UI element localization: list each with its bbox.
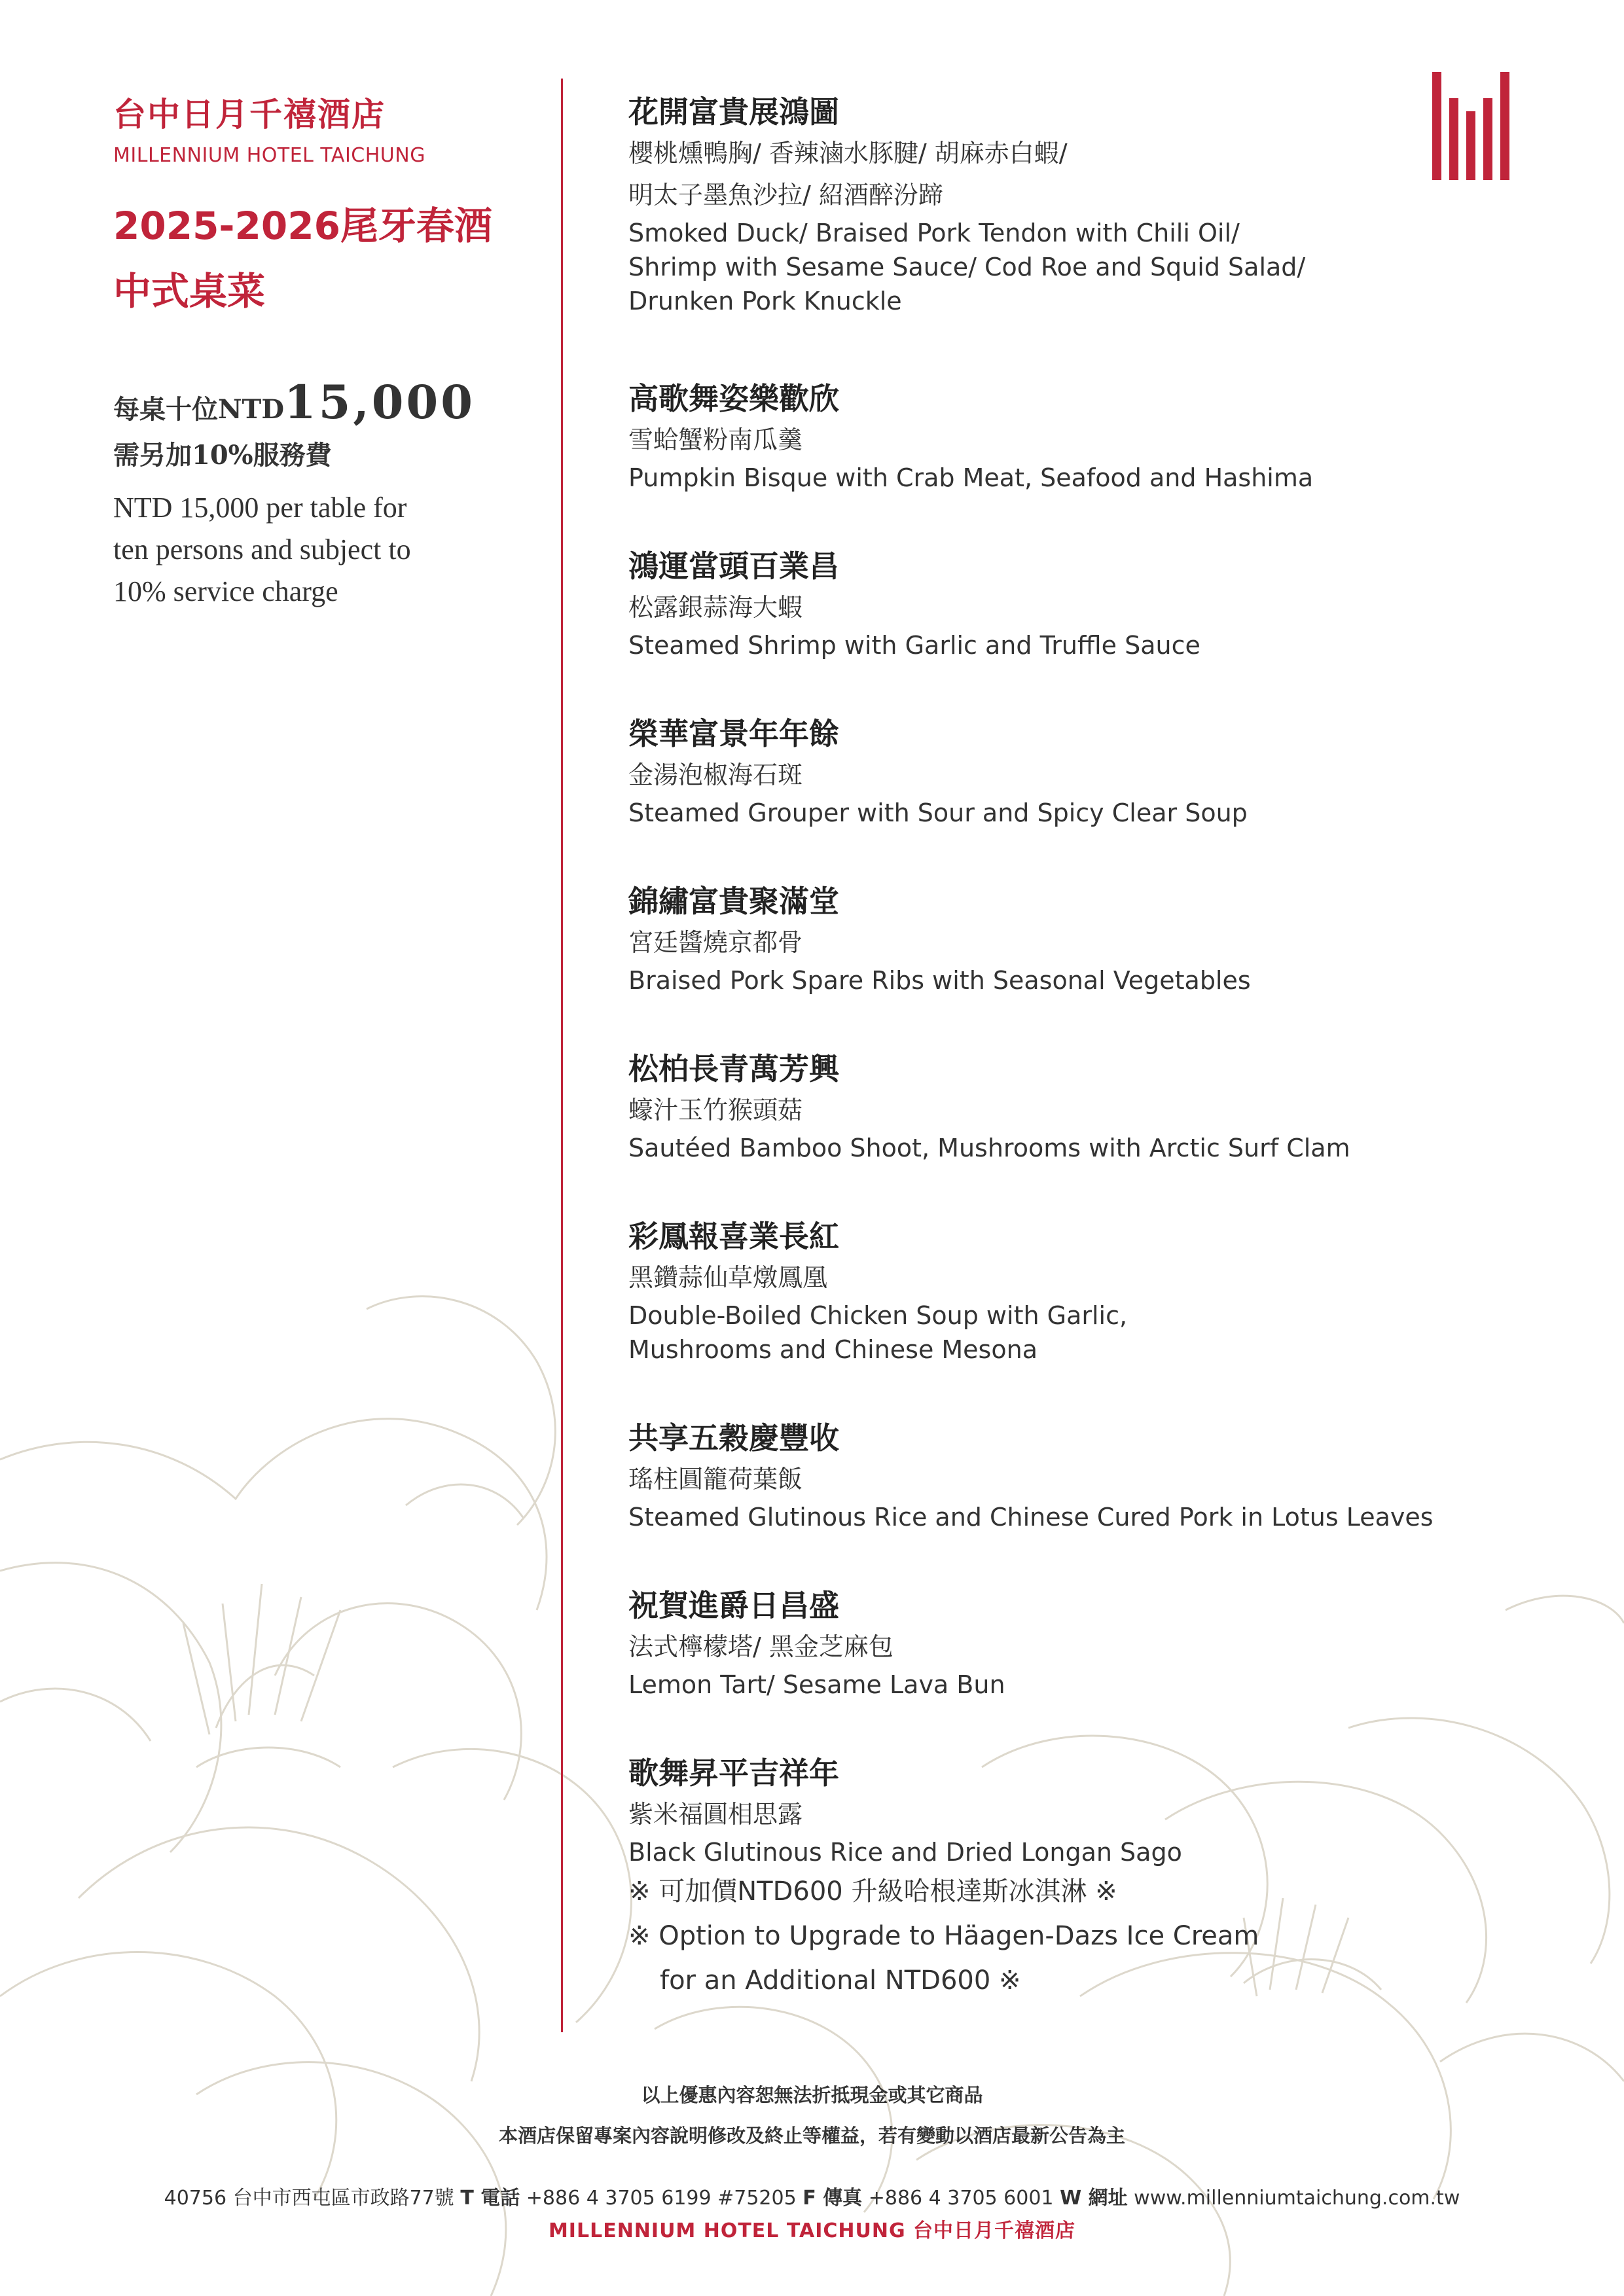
course-dish-en: Smoked Duck/ Braised Pork Tendon with Chili Oil/ [628, 219, 1240, 247]
course-dish-zh: 瑤柱圓籠荷葉飯 [628, 1465, 803, 1494]
course-item [628, 1049, 1558, 1165]
course-dish-en: Double-Boiled Chicken Soup with Garlic, [628, 1301, 1128, 1330]
course-item [628, 1585, 1558, 1702]
tel: +886 4 3705 6199 #75205 [526, 2187, 797, 2210]
footer-brand [0, 2215, 1624, 2248]
contact-line [0, 2182, 1624, 2215]
hotel-name-zh: 台中日月千禧酒店 [113, 96, 386, 134]
footer-brand-en: MILLENNIUM HOTEL TAICHUNG [548, 2219, 906, 2242]
course-item [628, 1753, 1558, 1869]
course-dish-zh: 紫米福圓相思露 [628, 1800, 803, 1829]
course-item [628, 92, 1558, 318]
footer-brand-zh: 台中日月千禧酒店 [913, 2219, 1076, 2242]
left-column [113, 92, 519, 613]
price-en-line2: ten persons and subject to [113, 533, 411, 565]
course-item [628, 1216, 1558, 1367]
hotel-name-en: MILLENNIUM HOTEL TAICHUNG [113, 144, 425, 167]
course-title: 祝賀進爵日昌盛 [628, 1588, 839, 1623]
course-dish-zh: 法式檸檬塔/ 黑金芝麻包 [628, 1632, 893, 1661]
course-title: 歌舞昇平吉祥年 [628, 1755, 839, 1791]
course-title: 錦繡富貴聚滿堂 [628, 884, 839, 919]
course-dish-zh: 宮廷醬燒京都骨 [628, 928, 803, 957]
course-dish-en: Sautéed Bamboo Shoot, Mushrooms with Arctic Surf Clam [628, 1134, 1350, 1162]
course-title: 高歌舞姿樂歡欣 [628, 381, 839, 416]
price-en [113, 487, 519, 613]
price-en-line3: 10% service charge [113, 575, 338, 607]
course-dish-en: Pumpkin Bisque with Crab Meat, Seafood and Hashima [628, 463, 1314, 492]
upgrade-note-en-line2: for an Additional NTD600 ※ [660, 1965, 1021, 1996]
course-item [628, 1418, 1558, 1534]
course-title: 彩鳳報喜業長紅 [628, 1219, 839, 1254]
course-dish-zh: 櫻桃燻鴨胸/ 香辣滷水豚腱/ 胡麻赤白蝦/ [628, 139, 1068, 168]
course-dish-en: Steamed Shrimp with Garlic and Truffle Sauce [628, 631, 1200, 660]
course-dish-en: Drunken Pork Knuckle [628, 287, 902, 315]
upgrade-note-zh: ※ 可加價NTD600 升級哈根達斯冰淇淋 ※ [628, 1876, 1117, 1907]
course-dish-zh: 明太子墨魚沙拉/ 紹酒醉汾蹄 [628, 181, 943, 209]
course-item [628, 378, 1558, 495]
course-dish-zh: 黑鑽蒜仙草燉鳳凰 [628, 1263, 828, 1292]
menu-title-line1: 2025-2026尾牙春酒 [113, 204, 492, 248]
course-title: 花開富貴展鴻圖 [628, 94, 839, 130]
course-title: 鴻運當頭百業昌 [628, 548, 839, 584]
price-en-line1: NTD 15,000 per table for [113, 492, 407, 524]
fax-label: F 傳真 [803, 2187, 863, 2210]
price-zh-amount: 15,000 [284, 375, 475, 429]
course-item [628, 546, 1558, 662]
footer [0, 2075, 1624, 2248]
fax: +886 4 3705 6001 [868, 2187, 1054, 2210]
course-dish-en: Braised Pork Spare Ribs with Seasonal Vegetables [628, 966, 1251, 995]
course-dish-en: Black Glutinous Rice and Dried Longan Sago [628, 1838, 1182, 1867]
price-zh-prefix: 每桌十位NTD [113, 394, 285, 425]
course-list [628, 92, 1558, 2003]
menu-title-line2: 中式桌菜 [113, 269, 266, 314]
disclaimer-2: 本酒店保留專案內容說明修改及終止等權益，若有變動以酒店最新公告為主 [498, 2125, 1125, 2147]
course-dish-zh: 松露銀蒜海大蝦 [628, 593, 803, 622]
course-dish-zh: 蠔汁玉竹猴頭菇 [628, 1096, 803, 1124]
course-dish-en: Shrimp with Sesame Sauce/ Cod Roe and Squid Salad/ [628, 253, 1306, 281]
course-dish-zh: 雪蛤蟹粉南瓜羹 [628, 425, 803, 454]
service-charge-zh: 需另加10%服務費 [113, 440, 332, 471]
course-title: 榮華富景年年餘 [628, 716, 839, 751]
menu-title [113, 193, 519, 324]
course-dish-zh: 金湯泡椒海石斑 [628, 761, 803, 789]
course-dish-en: Mushrooms and Chinese Mesona [628, 1335, 1038, 1364]
tel-label: T 電話 [460, 2187, 520, 2210]
web-label: W 網址 [1060, 2187, 1128, 2210]
course-item [628, 881, 1558, 997]
vertical-divider [561, 79, 563, 2032]
course-item [628, 713, 1558, 830]
course-title: 共享五穀慶豐收 [628, 1420, 839, 1456]
address: 40756 台中市西屯區市政路77號 [164, 2187, 454, 2210]
course-dish-en: Lemon Tart/ Sesame Lava Bun [628, 1670, 1005, 1699]
course-title: 松柏長青萬芳興 [628, 1051, 839, 1086]
price-zh [113, 375, 519, 429]
disclaimer-1: 以上優惠內容恕無法折抵現金或其它商品 [641, 2084, 983, 2106]
website-link[interactable]: www.millenniumtaichung.com.tw [1134, 2187, 1460, 2210]
upgrade-note-en-line1: ※ Option to Upgrade to Häagen-Dazs Ice Cream [628, 1921, 1259, 1951]
course-dish-en: Steamed Grouper with Sour and Spicy Clear Soup [628, 798, 1248, 827]
course-dish-en: Steamed Glutinous Rice and Chinese Cured Pork in Lotus Leaves [628, 1503, 1434, 1532]
